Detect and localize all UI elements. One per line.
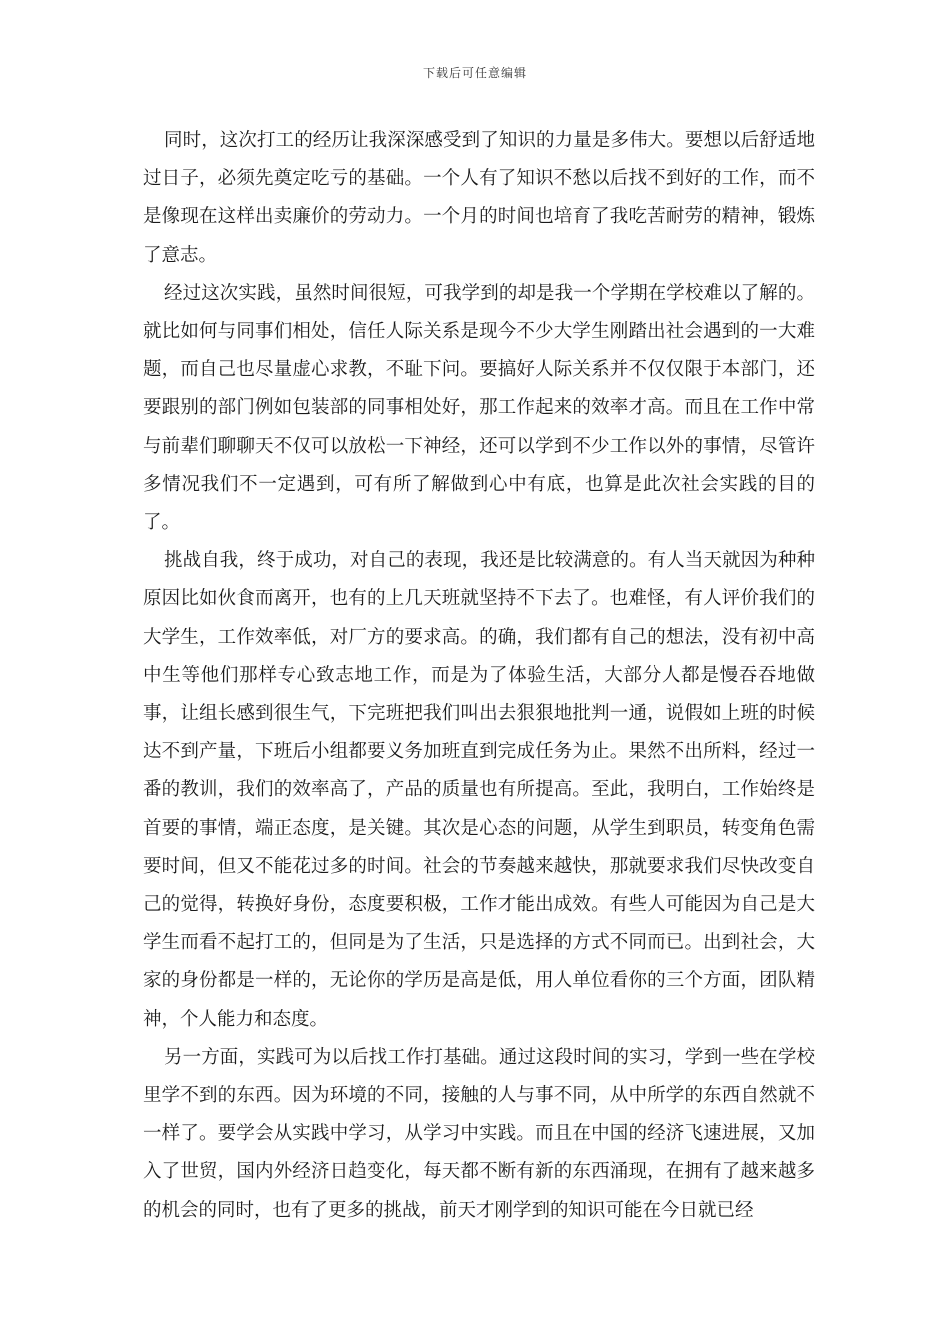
paragraph-4: 另一方面，实践可为以后找工作打基础。通过这段时间的实习，学到一些在学校里学不到的东西。因为环境的不同，接触的人与事不同，从中所学的东西自然就不一样了。要学会从实践中学习，从学习中实践。而且在中国的经济飞速进展，又加入了世贸，国内外经济日趋变化，每天都不断有新的东西涌现，在拥有了越来越多的机会的同时，也有了更多的挑战，前天才刚学到的知识可能在今日就已经 <box>143 1046 815 1221</box>
document-body <box>143 122 815 1230</box>
paragraph-1: 同时，这次打工的经历让我深深感受到了知识的力量是多伟大。要想以后舒适地过日子，必须先奠定吃亏的基础。一个人有了知识不愁以后找不到好的工作，而不是像现在这样出卖廉价的劳动力。一个月的时间也培育了我吃苦耐劳的精神，锻炼了意志。 <box>143 130 815 266</box>
page-header: 下载后可任意编辑 <box>422 66 527 80</box>
paragraph-3: 挑战自我，终于成功，对自己的表现，我还是比较满意的。有人当天就因为种种原因比如伙食而离开，也有的上几天班就坚持不下去了。也难怪，有人评价我们的大学生，工作效率低，对厂方的要求高。的确，我们都有自己的想法，没有初中高中生等他们那样专心致志地工作，而是为了体验生活，大部分人都是慢吞吞地做事，让组长感到很生气，下完班把我们叫出去狠狠地批判一通，说假如上班的时候达不到产量，下班后小组都要义务加班直到完成任务为止。果然不出所料，经过一番的教训，我们的效率高了，产品的质量也有所提高。至此，我明白，工作始终是首要的事情，端正态度，是关键。其次是心态的问题，从学生到职员，转变角色需要时间，但又不能花过多的时间。社会的节奏越来越快，那就要求我们尽快改变自己的觉得，转换好身份，态度要积极，工作才能出成效。有些人可能因为自己是大学生而看不起打工的，但同是为了生活，只是选择的方式不同而已。出到社会，大家的身份都是一样的，无论你的学历是高是低，用人单位看你的三个方面，团队精神，个人能力和态度。 <box>143 550 815 1030</box>
paragraph-2: 经过这次实践，虽然时间很短，可我学到的却是我一个学期在学校难以了解的。就比如何与同事们相处，信任人际关系是现今不少大学生刚踏出社会遇到的一大难题，而自己也尽量虚心求教，不耻下问。要搞好人际关系并不仅仅限于本部门，还要跟别的部门例如包装部的同事相处好，那工作起来的效率才高。而且在工作中常与前辈们聊聊天不仅可以放松一下神经，还可以学到不少工作以外的事情，尽管许多情况我们不一定遇到，可有所了解做到心中有底，也算是此次社会实践的目的了。 <box>143 282 815 534</box>
